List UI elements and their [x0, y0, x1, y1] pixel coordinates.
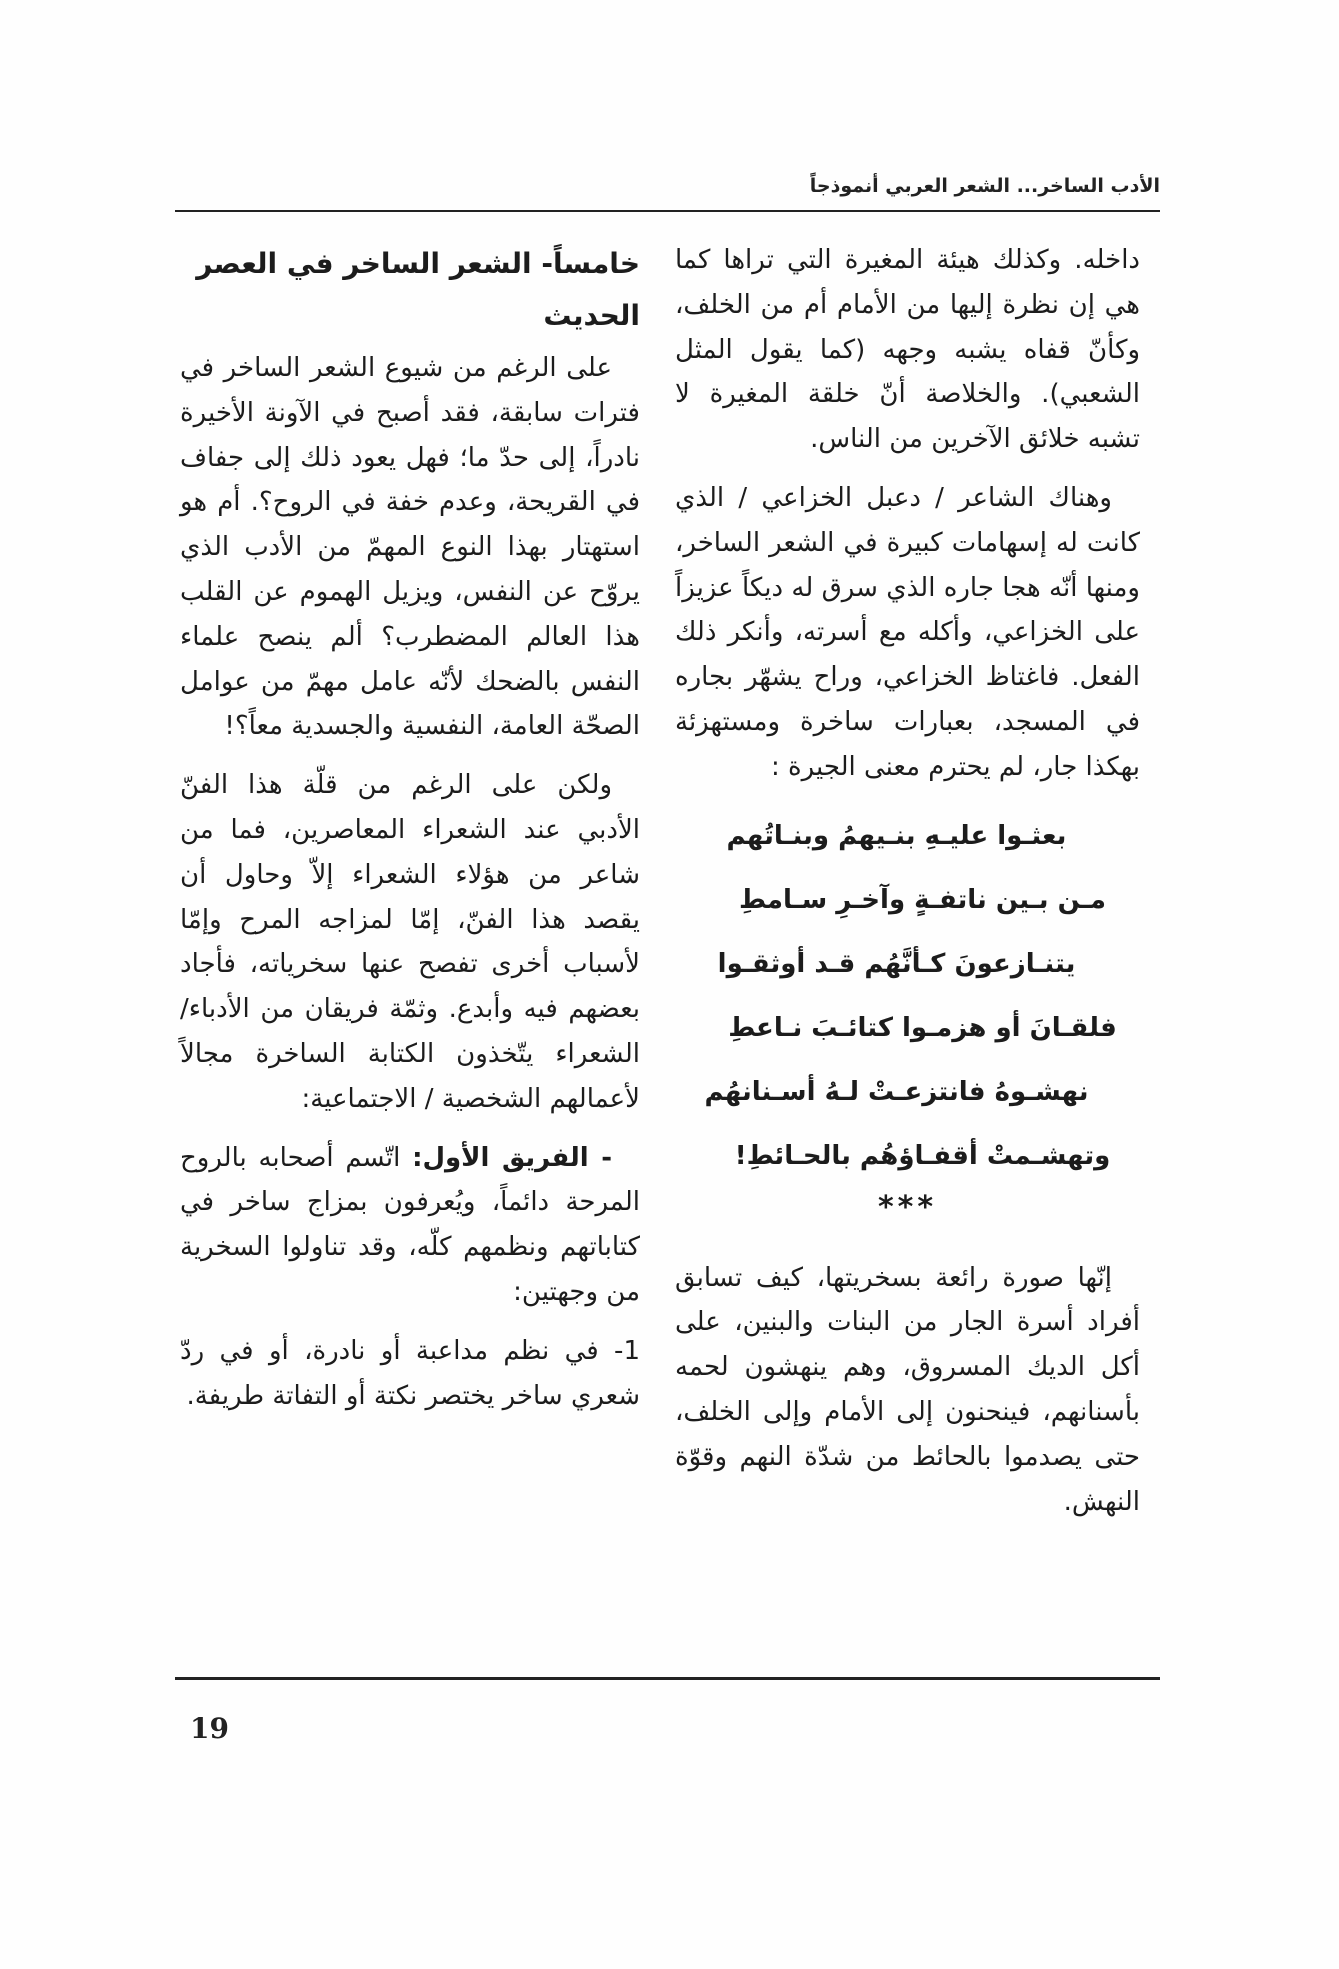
list-item: 1- في نظم مداعبة أو نادرة، أو في ردّ شعري ساخر يختصر نكتة أو التفاتة طريفة. [180, 1335, 640, 1411]
page-number: 19 [190, 1712, 229, 1745]
group-text: اتّسم أصحابه بالروح المرحة دائماً، ويُعرفون بمزاج ساخر في كتاباتهم ونظمهم كلّه، وقد تناولوا السخرية من وجهتين: [180, 1142, 640, 1307]
paragraph: داخله. وكذلك هيئة المغيرة التي تراها كما هي إن نظرة إليها من الأمام أم من الخلف، وكأنّ قفاه يشبه وجهه (كما يقول المثل الشعبي). والخلاصة أنّ خلقة المغيرة لا تشبه خلائق الآخرين من الناس. [675, 245, 1140, 455]
footer-rule [175, 1677, 1160, 1680]
header-rule [175, 210, 1160, 212]
section-title: خامساً- الشعر الساخر في العصر الحديث [196, 247, 640, 332]
poem [675, 804, 1140, 1188]
paragraph: وهناك الشاعر / دعبل الخزاعي / الذي كانت له إسهامات كبيرة في الشعر الساخر، ومنها أنّه هجا جاره الذي سرق له ديكاً عزيزاً على الخزاعي، وأكله مع أسرته، وأنكر ذلك الفعل. فاغتاظ الخزاعي، وراح يشهّر بجاره في المسجد، بعبارات ساخرة ومستهزئة بهكذا جار، لم يحترم معنى الجيرة : [675, 482, 1140, 782]
paragraph: إنّها صورة رائعة بسخريتها، كيف تسابق أفراد أسرة الجار من البنات والبنين، على أكل الديك المسروق، وهم ينهشون لحمه بأسنانهم، فينحنون إلى الأمام وإلى الخلف، حتى يصدموا بالحائط من شدّة النهم وقوّة النهش. [675, 1262, 1140, 1517]
paragraph: ولكن على الرغم من قلّة هذا الفنّ الأدبي عند الشعراء المعاصرين، فما من شاعر من هؤلاء الشعراء إلاّ وحاول أن يقصد هذا الفنّ، إمّا لمزاجه المرح وإمّا لأسباب أخرى تفصح عنها سخرياته، فأجاد بعضهم فيه وأبدع. وثمّة فريقان من الأدباء/ الشعراء يتّخذون الكتابة الساخرة مجالاً لأعمالهم الشخصية / الاجتماعية: [180, 770, 640, 1114]
right-column [675, 238, 1140, 1538]
section-separator: *** [877, 1189, 938, 1225]
left-column [180, 238, 640, 1432]
running-header: الأدب الساخر... الشعر العربي أنموذجاً [809, 175, 1160, 197]
poem-verse: مـن بـين ناتفـةٍ وآخـرِ سـامطِ [739, 884, 1106, 915]
poem-verse: وتهشـمتْ أقفـاؤهُم بالحـائطِ! [734, 1140, 1111, 1171]
paragraph: على الرغم من شيوع الشعر الساخر في فترات سابقة، فقد أصبح في الآونة الأخيرة نادراً، إلى حدّ ما؛ فهل يعود ذلك إلى جفاف في القريحة، وعدم خفة في الروح؟. أم هو استهتار بهذا النوع المهمّ من الأدب الذي يروّح عن النفس، ويزيل الهموم عن القلب هذا العالم المضطرب؟ ألم ينصح علماء النفس بالضحك لأنّه عامل مهمّ من عوامل الصحّة العامة، النفسية والجسدية معاً؟! [180, 353, 640, 742]
group-lead: - الفريق الأول: [412, 1142, 613, 1173]
paragraph [180, 1136, 640, 1315]
poem-verse: فلقـانَ أو هزمـوا كتائـبَ نـاعطِ [728, 1012, 1117, 1043]
poem-verse: بعثـوا عليـهِ بنـيهمُ وبنـاتُهم [726, 820, 1067, 851]
poem-verse: نهشـوهُ فانتزعـتْ لـهُ أسـنانهُم [704, 1076, 1089, 1107]
poem-verse: يتنـازعونَ كـأنَّهُم قـد أوثقـوا [717, 948, 1076, 979]
